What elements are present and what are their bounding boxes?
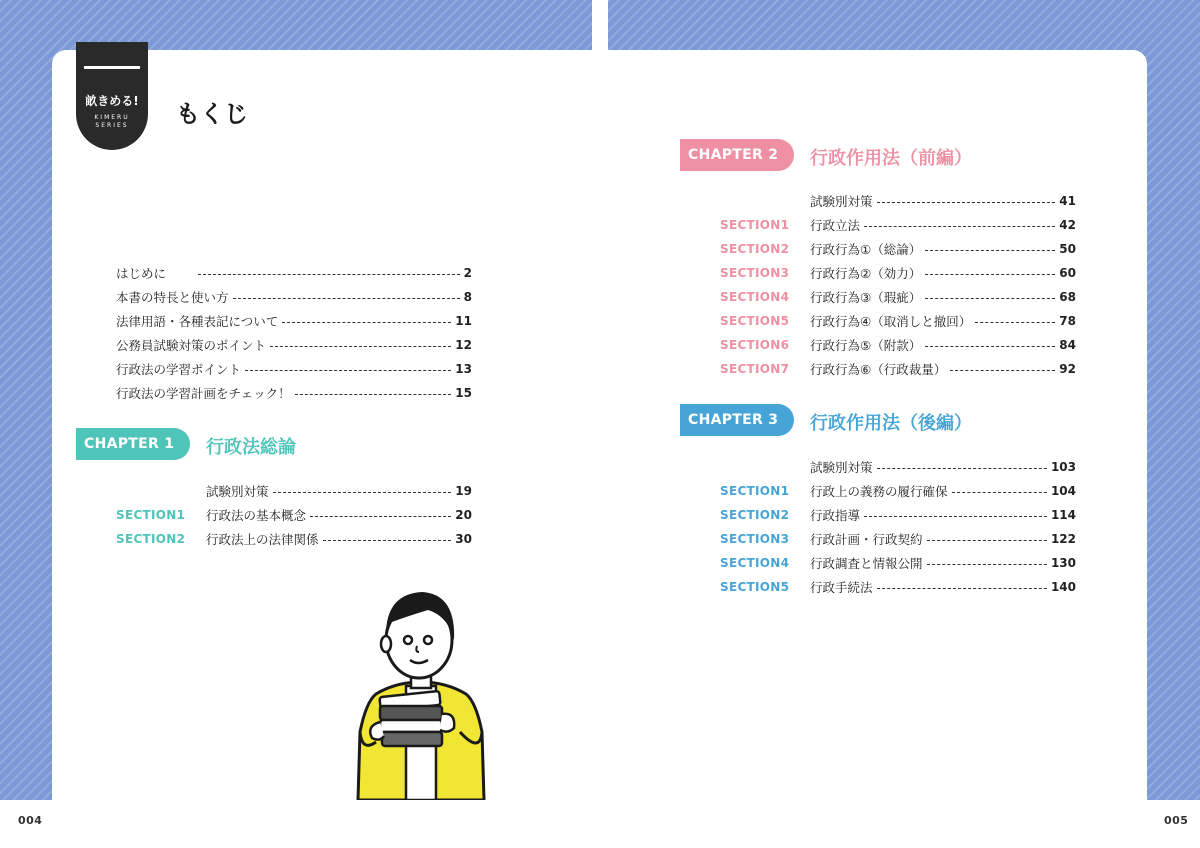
toc-entry-label: 本書の特長と使い方 (116, 290, 229, 305)
student-holding-books-illustration (356, 582, 486, 800)
toc-entry-page: 41 (1059, 194, 1076, 208)
toc-entry-page: 68 (1059, 290, 1076, 304)
leader-dots (877, 468, 1047, 469)
series-badge (76, 42, 148, 150)
leader-dots (925, 250, 1055, 251)
chapter2-title[interactable]: 行政作用法（前編） (810, 148, 972, 169)
toc-entry[interactable] (810, 311, 1076, 331)
section-label: SECTION7 (720, 362, 790, 376)
toc-entry-page: 11 (455, 314, 472, 328)
toc-entry[interactable] (810, 263, 1076, 283)
toc-entry-label: はじめに (116, 266, 167, 281)
leader-dots (877, 202, 1056, 203)
toc-entry[interactable] (810, 359, 1076, 379)
toc-entry[interactable] (810, 481, 1076, 501)
toc-entry-page: 78 (1059, 314, 1076, 328)
toc-entry[interactable] (810, 215, 1076, 235)
toc-entry-label: 行政行為⑥（行政裁量） (810, 362, 947, 377)
leader-dots (198, 274, 460, 275)
toc-entry[interactable] (810, 287, 1076, 307)
section-label: SECTION4 (720, 556, 790, 570)
toc-entry-label: 行政行為④（取消しと撤回） (810, 314, 972, 329)
toc-entry[interactable] (116, 311, 472, 331)
leader-dots (864, 226, 1055, 227)
toc-entry-label: 試験別対策 (810, 194, 873, 209)
toc-entry-page: 140 (1050, 580, 1076, 594)
series-name-line1: KIMERU (94, 114, 130, 121)
chapter1-title[interactable]: 行政法総論 (206, 437, 296, 458)
toc-entry-page: 84 (1059, 338, 1076, 352)
toc-entry-label: 行政立法 (810, 218, 861, 233)
leader-dots (323, 540, 452, 541)
toc-entry-label: 行政指導 (810, 508, 861, 523)
leader-dots (273, 492, 452, 493)
leader-dots (295, 394, 452, 395)
section-label: SECTION3 (720, 266, 790, 280)
toc-entry-page: 122 (1050, 532, 1076, 546)
series-name-line2: SERIES (95, 122, 129, 129)
toc-entry-label: 行政法の基本概念 (206, 508, 307, 523)
toc-entry-page: 20 (455, 508, 472, 522)
toc-entry-page: 103 (1050, 460, 1076, 474)
leader-dots (950, 370, 1055, 371)
section-label: SECTION5 (720, 314, 790, 328)
toc-entry[interactable] (116, 359, 472, 379)
toc-entry[interactable] (810, 239, 1076, 259)
toc-entry[interactable] (116, 287, 472, 307)
page-number-left: 004 (18, 814, 43, 827)
leader-dots (877, 588, 1047, 589)
toc-entry-label: 行政行為③（瑕疵） (810, 290, 922, 305)
page-title: もくじ (176, 100, 248, 128)
toc-entry-page: 50 (1059, 242, 1076, 256)
leader-dots (952, 492, 1047, 493)
section-label: SECTION2 (116, 532, 186, 546)
leader-dots (245, 370, 451, 371)
leader-dots (925, 346, 1055, 347)
page-number-right: 005 (1164, 814, 1189, 827)
leader-dots (925, 298, 1055, 299)
toc-entry-page: 130 (1050, 556, 1076, 570)
chapter3-badge[interactable]: CHAPTER 3 (680, 404, 794, 436)
chapter3-title[interactable]: 行政作用法（後編） (810, 413, 972, 434)
leader-dots (927, 564, 1047, 565)
toc-entry[interactable] (810, 191, 1076, 211)
spine-gap (592, 0, 608, 50)
section-label: SECTION1 (720, 484, 790, 498)
toc-entry[interactable] (206, 505, 472, 525)
bottom-margin (0, 800, 1200, 848)
toc-entry-label: 行政計画・行政契約 (810, 532, 923, 547)
leader-dots (864, 516, 1047, 517)
toc-entry-page: 42 (1059, 218, 1076, 232)
toc-entry-page: 2 (463, 266, 472, 280)
toc-entry[interactable] (810, 577, 1076, 597)
chapter1-badge[interactable]: CHAPTER 1 (76, 428, 190, 460)
section-label: SECTION4 (720, 290, 790, 304)
leader-dots (925, 274, 1055, 275)
toc-entry-label: 行政行為⑤（附款） (810, 338, 922, 353)
toc-entry[interactable] (810, 553, 1076, 573)
chapter2-badge[interactable]: CHAPTER 2 (680, 139, 794, 171)
toc-entry-page: 13 (455, 362, 472, 376)
toc-entry-page: 104 (1050, 484, 1076, 498)
section-label: SECTION6 (720, 338, 790, 352)
toc-entry-label: 行政手続法 (810, 580, 873, 595)
leader-dots (270, 346, 451, 347)
toc-entry[interactable] (206, 481, 472, 501)
toc-entry-page: 60 (1059, 266, 1076, 280)
toc-entry-label: 試験別対策 (206, 484, 269, 499)
toc-entry-page: 19 (455, 484, 472, 498)
toc-entry[interactable] (206, 529, 472, 549)
section-label: SECTION1 (116, 508, 186, 522)
section-label: SECTION5 (720, 580, 790, 594)
leader-dots (282, 322, 451, 323)
badge-bar (84, 66, 140, 69)
toc-entry-label: 行政行為①（総論） (810, 242, 922, 257)
toc-entry-page: 92 (1059, 362, 1076, 376)
leader-dots (310, 516, 451, 517)
toc-entry-label: 行政法上の法律関係 (206, 532, 319, 547)
toc-entry-label: 試験別対策 (810, 460, 873, 475)
series-logo: 畝きめる! (85, 94, 139, 108)
section-label: SECTION2 (720, 242, 790, 256)
toc-entry-label: 法律用語・各種表記について (116, 314, 279, 329)
section-label: SECTION3 (720, 532, 790, 546)
toc-entry-page: 15 (455, 386, 472, 400)
leader-dots (975, 322, 1055, 323)
toc-entry[interactable] (810, 457, 1076, 477)
toc-entry-label: 行政行為②（効力） (810, 266, 922, 281)
toc-entry-label: 行政法の学習ポイント (116, 362, 242, 377)
toc-entry-page: 8 (463, 290, 472, 304)
toc-entry-label: 行政法の学習計画をチェック！ (116, 386, 291, 401)
toc-entry-page: 114 (1050, 508, 1076, 522)
toc-entry[interactable] (116, 263, 472, 283)
toc-entry-label: 行政上の義務の履行確保 (810, 484, 948, 499)
toc-entry[interactable] (810, 335, 1076, 355)
toc-entry[interactable] (116, 335, 472, 355)
leader-dots (927, 540, 1047, 541)
section-label: SECTION2 (720, 508, 790, 522)
toc-entry-label: 公務員試験対策のポイント (116, 338, 267, 353)
toc-entry-label: 行政調査と情報公開 (810, 556, 923, 571)
section-label: SECTION1 (720, 218, 790, 232)
toc-entry[interactable] (810, 529, 1076, 549)
toc-entry[interactable] (810, 505, 1076, 525)
toc-entry-page: 30 (455, 532, 472, 546)
leader-dots (233, 298, 460, 299)
toc-entry[interactable] (116, 383, 472, 403)
toc-entry-page: 12 (455, 338, 472, 352)
